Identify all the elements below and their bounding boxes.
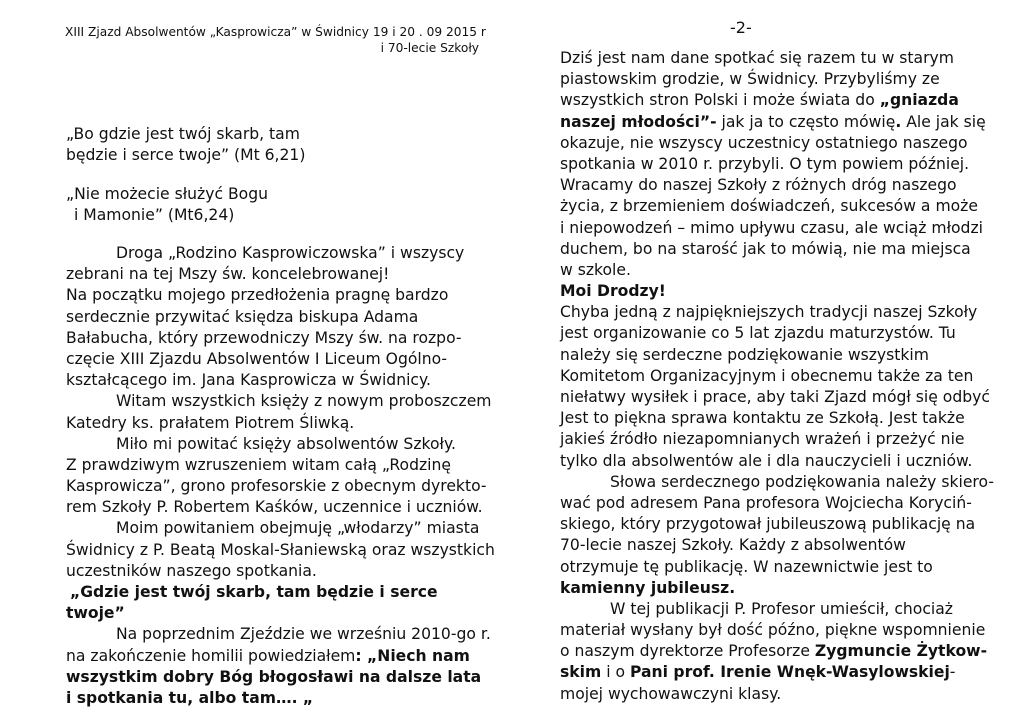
- text-line: jest organizowanie co 5 lat zjazdu maturzystów. Tu: [560, 324, 956, 343]
- text-line: otrzymuje tę publikację. W nazewnictwie jest to: [560, 557, 933, 576]
- text-line: Na początku mojego przedłożenia pragnę bardzo: [66, 286, 449, 305]
- epigraph-2-line-2: i Mamonie” (Mt6,24): [74, 206, 235, 225]
- text-line: kształcącego im. Jana Kasprowicza w Świdnicy.: [66, 371, 431, 390]
- text-line: 70-lecie naszej Szkoły. Każdy z absolwentów: [560, 536, 906, 555]
- text-span: na zakończenie homilii powiedziałem: [66, 646, 356, 665]
- right-page: [512, 0, 1024, 724]
- text-line: Słowa serdecznego podziękowania należy skiero-: [610, 472, 994, 491]
- right-body: [560, 48, 1000, 705]
- text-line: Chyba jedną z najpiękniejszych tradycji naszej Szkoły: [560, 303, 978, 322]
- text-line: Jest to piękna sprawa kontaktu ze Szkołą. Jest także: [560, 409, 965, 428]
- text-line: [560, 662, 1000, 683]
- text-line: wać pod adresem Pana profesora Wojciecha Koryciń-: [560, 493, 972, 512]
- bold-quote-line: „Gdzie jest twój skarb, tam będzie i serce: [70, 583, 438, 601]
- text-line: jakieś źródło niezapomnianych wrażeń i przeżyć nie: [560, 430, 965, 449]
- bold-span: .: [895, 112, 902, 131]
- text-line: Kasprowicza”, grono profesorskie z obecnym dyrekto-: [66, 477, 487, 496]
- header-line-2: i 70-lecie Szkoły: [380, 41, 479, 55]
- text-line: W tej publikacji P. Profesor umieścił, chociaż: [610, 599, 953, 618]
- text-line: rem Szkoły P. Robertem Kaśków, uczennice i uczniów.: [66, 498, 483, 517]
- bold-quote-line: wszystkim dobry Bóg błogosławi na dalsze lata: [66, 667, 482, 686]
- text-line: mojej wychowawczyni klasy.: [560, 684, 782, 703]
- text-line: Bałabucha, który przewodniczy Mszy św. na rozpo-: [66, 328, 462, 347]
- bold-span: : „Niech nam: [355, 646, 470, 665]
- text-line: piastowskim grodzie, w Świdnicy. Przybyliśmy ze: [560, 70, 940, 89]
- bold-span: „gniazda: [879, 91, 959, 110]
- text-line: niełatwy wysiłek i prace, aby taki Zjazd mógł się odbyć: [560, 388, 990, 406]
- text-line: Miło mi powitać księży absolwentów Szkoły.: [116, 434, 456, 453]
- text-line: częcie XIII Zjazdu Absolwentów I Liceum Ogólno-: [66, 349, 448, 368]
- bold-span: Zygmuncie Żytkow-: [814, 642, 988, 661]
- text-line: należy się serdeczne podziękowanie wszystkim: [560, 345, 929, 364]
- page-header: [65, 24, 485, 56]
- text-line: uczestników naszego spotkania.: [66, 561, 317, 580]
- text-line: Na poprzednim Zjeździe we wrześniu 2010-go r.: [116, 625, 491, 644]
- text-line: Moim powitaniem obejmuję „włodarzy” miasta: [116, 519, 480, 538]
- text-span: jak ja to często mówię: [716, 112, 896, 131]
- text-line: Z prawdziwym wzruszeniem witam całą „Rodzinę: [66, 455, 451, 474]
- header-line-1: XIII Zjazd Absolwentów „Kasprowicza” w Świdnicy 19 i 20 . 09 2015 r: [65, 25, 486, 39]
- text-span: i o: [601, 663, 630, 682]
- text-line: skiego, który przygotował jubileuszową publikację na: [560, 515, 976, 534]
- text-line: [560, 641, 1000, 662]
- text-line: duchem, bo na starość jak to mówią, nie ma miejsca: [560, 239, 971, 258]
- text-line: materiał wysłany był dość późno, piękne wspomnienie: [560, 621, 986, 640]
- page-number: -2-: [730, 18, 752, 37]
- text-line: zebrani na tej Mszy św. koncelebrowanej!: [66, 265, 390, 284]
- text-line: Dziś jest nam dane spotkać się razem tu w starym: [560, 49, 954, 67]
- epigraph-1-line-2: będzie i serce twoje” (Mt 6,21): [66, 146, 306, 165]
- epigraph-1: [66, 124, 305, 166]
- bold-span: skim: [560, 663, 602, 682]
- text-line: okazuje, nie wszyscy uczestnicy ostatniego naszego: [560, 133, 968, 152]
- epigraph-1-line-1: „Bo gdzie jest twój skarb, tam: [66, 125, 300, 143]
- text-line: Witam wszystkich księży z nowym proboszczem: [116, 392, 492, 411]
- text-line: tylko dla absolwentów ale i dla nauczycieli i uczniów.: [560, 451, 973, 470]
- text-span: o naszym dyrektorze Profesorze: [560, 642, 815, 661]
- text-line: Katedry ks. prałatem Piotrem Śliwką.: [66, 413, 355, 432]
- text-line: Wracamy do naszej Szkoły z różnych dróg naszego: [560, 176, 957, 195]
- bold-line: kamienny jubileusz.: [560, 578, 736, 597]
- bold-quote-line: i spotkania tu, albo tam…. „: [66, 688, 314, 707]
- text-line: w szkole.: [560, 260, 631, 279]
- text-line: i niepowodzeń – mimo upływu czasu, ale wciąż młodzi: [560, 218, 983, 237]
- text-line: Komitetom Organizacyjnym i obecnemu także za ten: [560, 366, 974, 385]
- epigraph-2-line-1: „Nie możecie służyć Bogu: [66, 185, 268, 203]
- text-line: spotkania w 2010 r. przybyli. O tym powiem później.: [560, 154, 970, 173]
- text-line: [66, 646, 496, 667]
- bold-quote-line: twoje”: [66, 604, 125, 623]
- epigraph-2: [66, 184, 268, 226]
- text-span: wszystkich stron Polski i może świata do: [560, 91, 880, 110]
- bold-span: Pani prof. Irenie Wnęk-Wasylowskiej: [630, 663, 950, 682]
- salutation: Moi Drodzy!: [560, 282, 666, 301]
- bold-span: naszej młodości”-: [560, 112, 717, 131]
- text-line: serdecznie przywitać księdza biskupa Adama: [66, 307, 419, 326]
- left-body: [66, 243, 496, 709]
- text-span: Ale jak się: [901, 112, 986, 131]
- text-line: Droga „Rodzino Kasprowiczowska” i wszyscy: [116, 244, 465, 262]
- text-line: Świdnicy z P. Beatą Moskal-Słaniewską oraz wszystkich: [66, 540, 495, 559]
- text-line: [560, 112, 1000, 133]
- text-line: [560, 90, 1000, 111]
- text-span: -: [949, 663, 956, 682]
- text-line: życia, z brzemieniem doświadczeń, sukcesów a może: [560, 197, 978, 216]
